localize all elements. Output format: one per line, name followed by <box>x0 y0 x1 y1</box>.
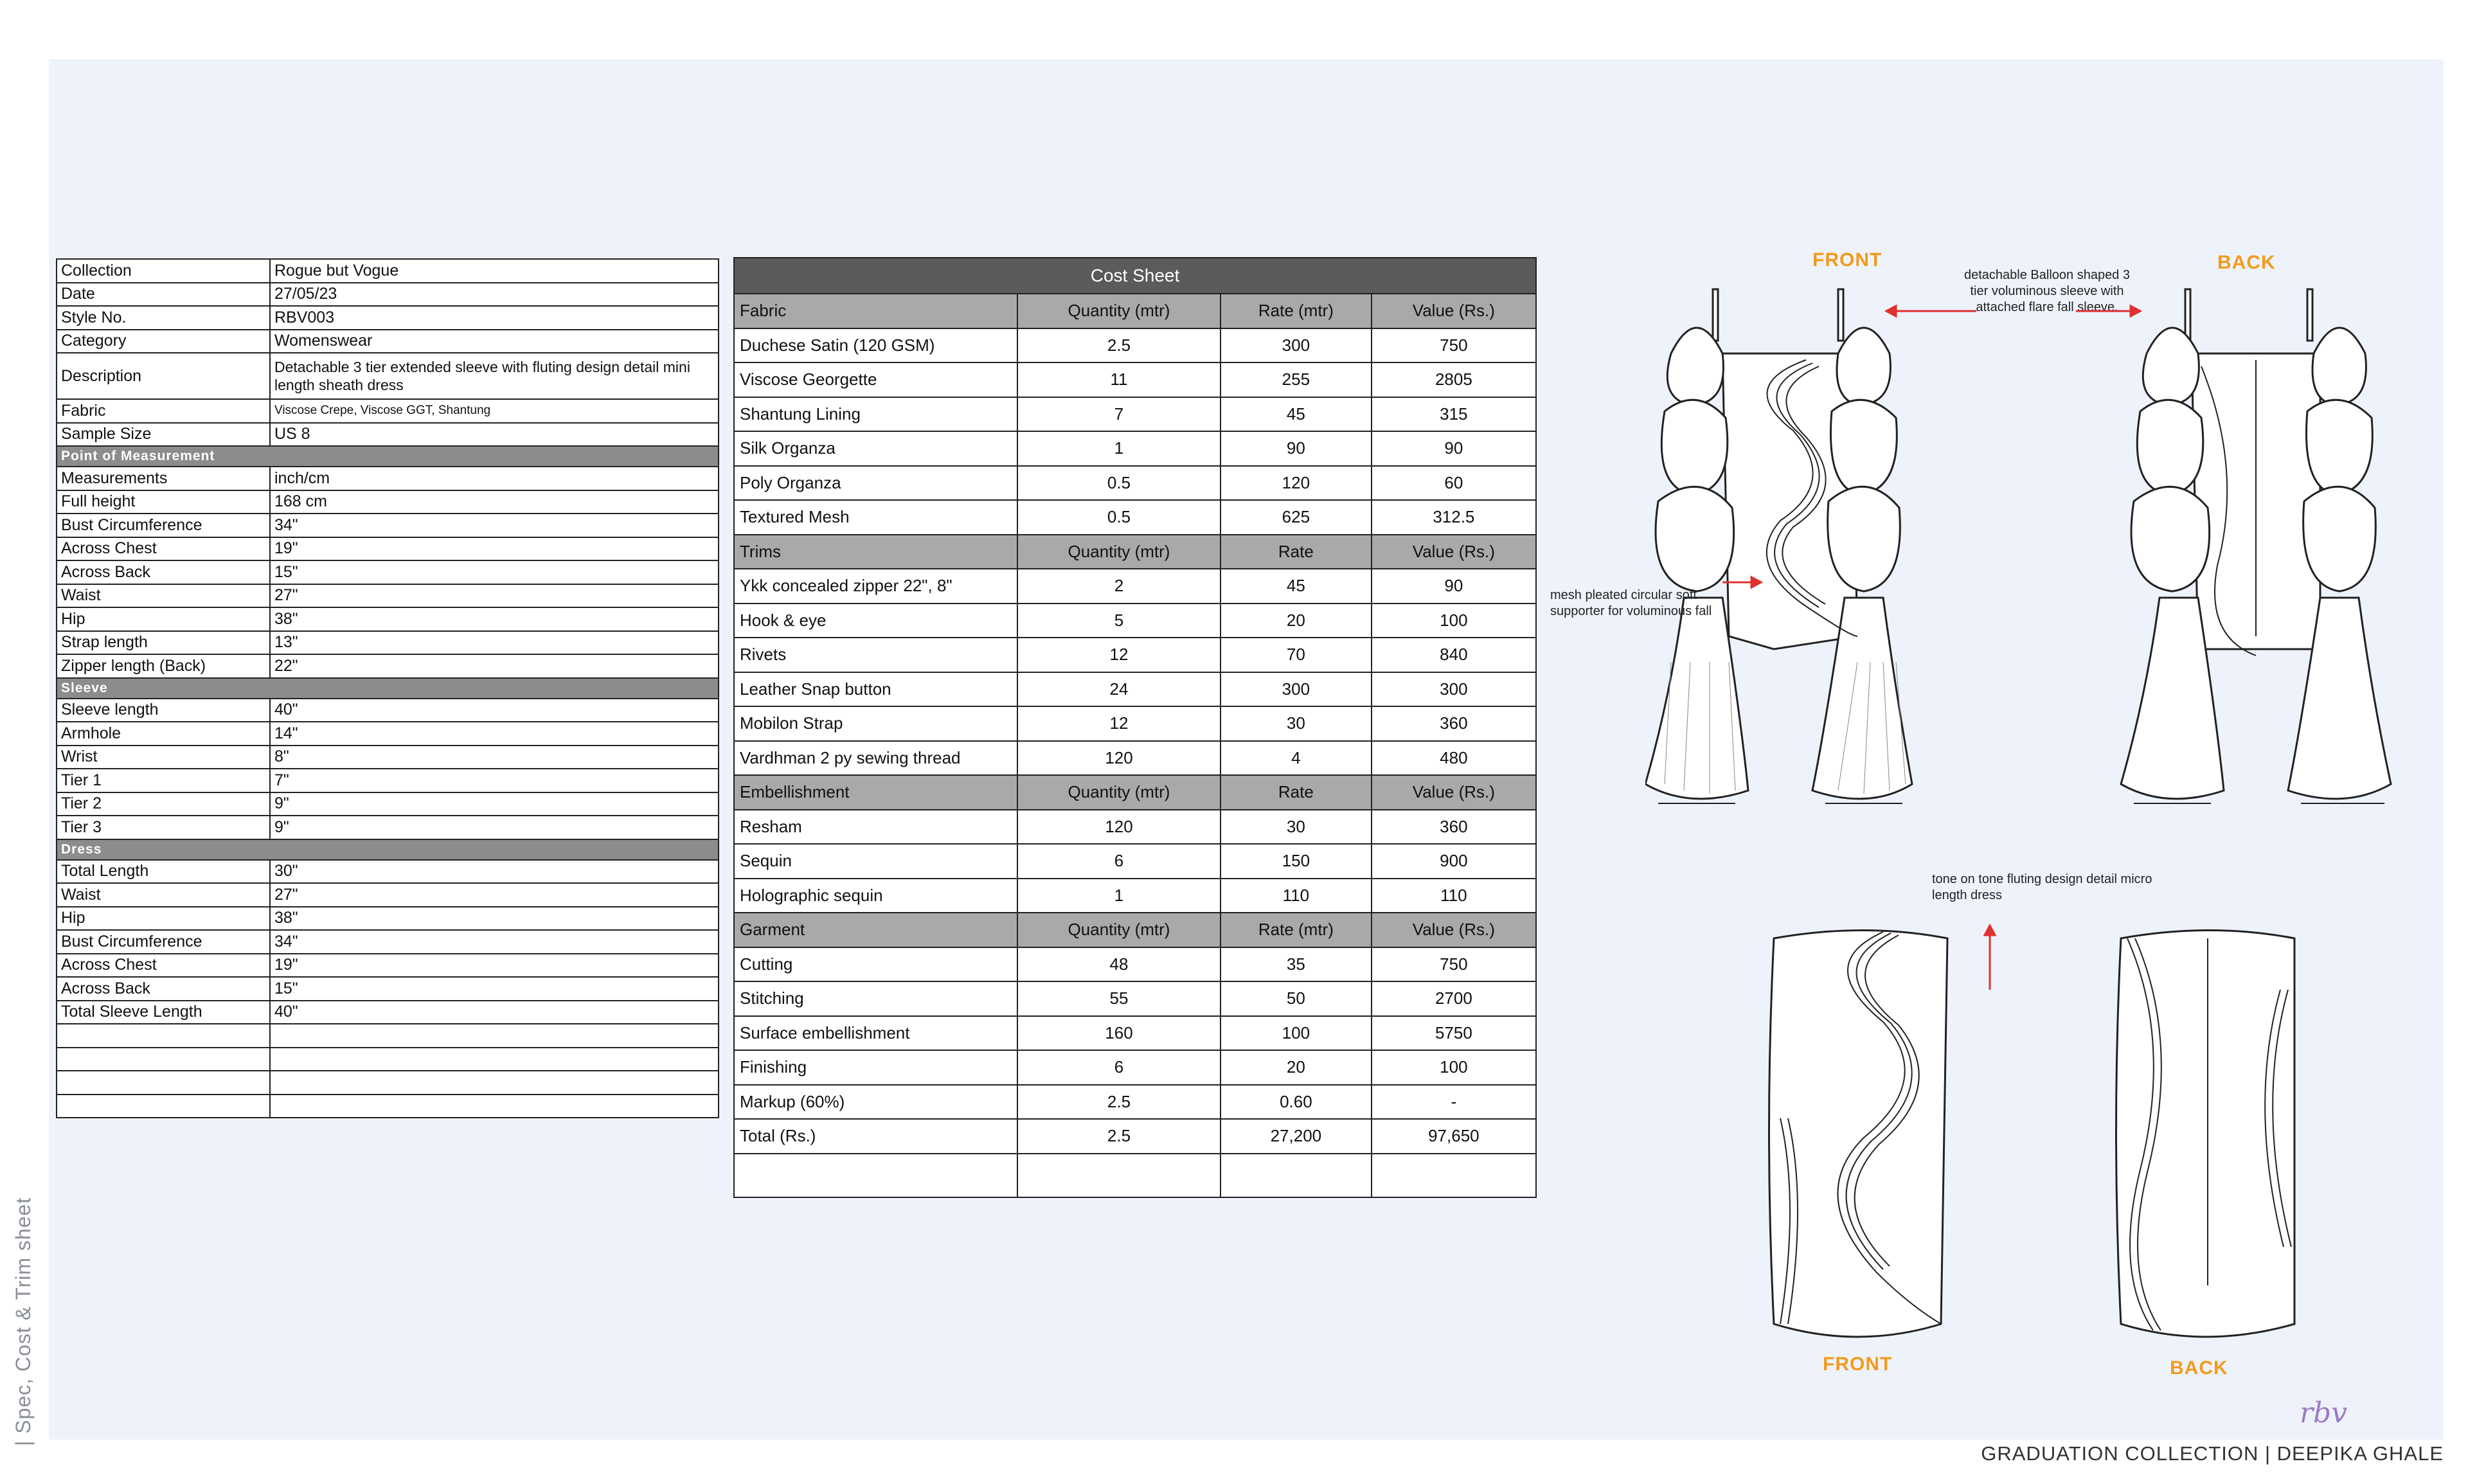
spec-value: 19" <box>270 537 719 561</box>
cost-cell: 70 <box>1221 638 1372 672</box>
front-label-bottom: FRONT <box>1823 1354 1893 1375</box>
spec-label: Sample Size <box>57 423 270 447</box>
spec-value: Detachable 3 tier extended sleeve with fluting design detail mini length sheath dress <box>270 353 719 399</box>
cost-cell: 255 <box>1221 362 1372 397</box>
spec-value: 15" <box>270 560 719 584</box>
cost-item-name: Markup (60%) <box>734 1085 1017 1120</box>
cost-cell: 300 <box>1221 672 1372 707</box>
spec-label: Across Chest <box>57 537 270 561</box>
spec-label: Collection <box>57 259 270 283</box>
cost-cell: 2 <box>1017 569 1221 603</box>
spec-label: Tier 3 <box>57 816 270 839</box>
cost-cell: 160 <box>1017 1016 1221 1051</box>
cost-item-name: Trims <box>734 535 1017 569</box>
cost-cell: 625 <box>1221 500 1372 535</box>
spec-label: Tier 2 <box>57 792 270 816</box>
side-label: | Spec, Cost & Trim sheet <box>12 1197 35 1446</box>
cost-item-name: Rivets <box>734 638 1017 672</box>
cost-cell: 120 <box>1221 466 1372 501</box>
spec-value: 38" <box>270 607 719 631</box>
cost-cell: Value (Rs.) <box>1372 913 1536 947</box>
spec-section-label: Point of Measurement <box>57 446 719 467</box>
cost-cell: 0.60 <box>1221 1085 1372 1120</box>
cost-cell: 55 <box>1017 981 1221 1016</box>
cost-cell: 45 <box>1221 569 1372 603</box>
spec-label: Measurements <box>57 467 270 490</box>
cost-cell: 900 <box>1372 844 1536 879</box>
spec-value: 9" <box>270 792 719 816</box>
spec-value: 27/05/23 <box>270 283 719 307</box>
cost-item-name: Leather Snap button <box>734 672 1017 707</box>
spec-value: 168 cm <box>270 490 719 514</box>
cost-cell: 4 <box>1221 741 1372 776</box>
spec-label: Hip <box>57 907 270 931</box>
cost-cell: 2.5 <box>1017 328 1221 363</box>
cost-cell: 312.5 <box>1372 500 1536 535</box>
cost-cell: 110 <box>1221 879 1372 913</box>
cost-cell: 315 <box>1372 397 1536 432</box>
spec-value: 19" <box>270 954 719 978</box>
cost-cell: 90 <box>1372 431 1536 466</box>
spec-label: Waist <box>57 883 270 907</box>
spec-value: 9" <box>270 816 719 839</box>
spec-label: Category <box>57 330 270 353</box>
cost-cell: 110 <box>1372 879 1536 913</box>
cost-cell: - <box>1372 1085 1536 1120</box>
note-sleeve: detachable Balloon shaped 3 tier voluminous sleeve with attached flare fall sleeve. <box>1964 268 2130 314</box>
spec-value: 15" <box>270 977 719 1001</box>
cost-cell: 120 <box>1017 741 1221 776</box>
spec-value: inch/cm <box>270 467 719 490</box>
spec-label: Across Back <box>57 560 270 584</box>
spec-label: Across Back <box>57 977 270 1001</box>
spec-value: 30" <box>270 860 719 884</box>
cost-cell: 50 <box>1221 981 1372 1016</box>
cost-cell: Quantity (mtr) <box>1017 913 1221 947</box>
cost-cell: 2.5 <box>1017 1085 1221 1120</box>
spec-label: Armhole <box>57 722 270 746</box>
cost-cell: 30 <box>1221 810 1372 845</box>
back-label-top: BACK <box>2217 252 2276 273</box>
footer-credit: GRADUATION COLLECTION | DEEPIKA GHALE <box>1981 1442 2444 1465</box>
cost-cell: 100 <box>1221 1016 1372 1051</box>
cost-cell: 360 <box>1372 810 1536 845</box>
cost-cell: 1 <box>1017 879 1221 913</box>
note-mesh: mesh pleated circular soft supporter for voluminous fall <box>1550 588 1712 618</box>
spec-section-label: Sleeve <box>57 678 719 699</box>
cost-cell: 840 <box>1372 638 1536 672</box>
spec-label: Bust Circumference <box>57 514 270 537</box>
cost-cell: Value (Rs.) <box>1372 294 1536 328</box>
spec-label: Waist <box>57 584 270 608</box>
spec-label: Total Sleeve Length <box>57 1001 270 1024</box>
spec-value: 7" <box>270 769 719 792</box>
spec-label: Zipper length (Back) <box>57 654 270 678</box>
cost-item-name: Textured Mesh <box>734 500 1017 535</box>
spec-label: Fabric <box>57 399 270 423</box>
cost-cell: 5 <box>1017 603 1221 638</box>
cost-sheet-title: Cost Sheet <box>734 258 1536 294</box>
cost-cell: 360 <box>1372 706 1536 741</box>
cost-cell: 48 <box>1017 947 1221 982</box>
cost-item-name: Sequin <box>734 844 1017 879</box>
spec-value: 22" <box>270 654 719 678</box>
spec-value: RBV003 <box>270 306 719 330</box>
note-fluting: tone on tone fluting design detail micro length dress <box>1932 872 2152 902</box>
cost-cell: 2805 <box>1372 362 1536 397</box>
spec-value: Womenswear <box>270 330 719 353</box>
cost-cell: 300 <box>1221 328 1372 363</box>
cost-item-name: Holographic sequin <box>734 879 1017 913</box>
cost-item-name: Poly Organza <box>734 466 1017 501</box>
cost-cell: 45 <box>1221 397 1372 432</box>
cost-item-name: Viscose Georgette <box>734 362 1017 397</box>
cost-item-name: Duchese Satin (120 GSM) <box>734 328 1017 363</box>
spec-value: 14" <box>270 722 719 746</box>
cost-item-name: Cutting <box>734 947 1017 982</box>
cost-cell: 97,650 <box>1372 1119 1536 1154</box>
cost-cell: Quantity (mtr) <box>1017 775 1221 810</box>
cost-cell: 12 <box>1017 706 1221 741</box>
cost-cell: Rate (mtr) <box>1221 913 1372 947</box>
cost-cell: 120 <box>1017 810 1221 845</box>
cost-cell: Quantity (mtr) <box>1017 535 1221 569</box>
cost-cell: 100 <box>1372 603 1536 638</box>
cost-cell: 6 <box>1017 844 1221 879</box>
spec-label: Date <box>57 283 270 307</box>
cost-item-name: Vardhman 2 py sewing thread <box>734 741 1017 776</box>
cost-cell: 5750 <box>1372 1016 1536 1051</box>
cost-cell: 2700 <box>1372 981 1536 1016</box>
spec-section-label: Dress <box>57 839 719 860</box>
spec-label: Full height <box>57 490 270 514</box>
cost-cell: 6 <box>1017 1050 1221 1085</box>
cost-cell: 20 <box>1221 603 1372 638</box>
spec-label: Style No. <box>57 306 270 330</box>
spec-value: 40" <box>270 1001 719 1024</box>
cost-item-name: Fabric <box>734 294 1017 328</box>
back-label-bottom: BACK <box>2170 1357 2228 1379</box>
cost-item-name: Embellishment <box>734 775 1017 810</box>
cost-item-name: Total (Rs.) <box>734 1119 1017 1154</box>
cost-item-name: Shantung Lining <box>734 397 1017 432</box>
cost-cell: 750 <box>1372 947 1536 982</box>
spec-value: 34" <box>270 930 719 954</box>
cost-item-name: Stitching <box>734 981 1017 1016</box>
spec-value: 27" <box>270 584 719 608</box>
spec-label: Tier 1 <box>57 769 270 792</box>
cost-item-name: Resham <box>734 810 1017 845</box>
spec-value: US 8 <box>270 423 719 447</box>
cost-cell: 480 <box>1372 741 1536 776</box>
cost-cell: 27,200 <box>1221 1119 1372 1154</box>
cost-cell: 0.5 <box>1017 500 1221 535</box>
spec-label: Description <box>57 353 270 399</box>
cost-cell: Value (Rs.) <box>1372 535 1536 569</box>
cost-item-name: Silk Organza <box>734 431 1017 466</box>
cost-cell: 90 <box>1372 569 1536 603</box>
cost-cell: 90 <box>1221 431 1372 466</box>
spec-label: Wrist <box>57 746 270 769</box>
spec-label: Hip <box>57 607 270 631</box>
spec-value: 34" <box>270 514 719 537</box>
cost-cell: 0.5 <box>1017 466 1221 501</box>
cost-cell: 60 <box>1372 466 1536 501</box>
spec-label: Strap length <box>57 631 270 655</box>
spec-value: 38" <box>270 907 719 931</box>
cost-item-name: Garment <box>734 913 1017 947</box>
cost-item-name: Ykk concealed zipper 22", 8" <box>734 569 1017 603</box>
spec-value: 40" <box>270 699 719 722</box>
cost-cell: 24 <box>1017 672 1221 707</box>
cost-cell: Quantity (mtr) <box>1017 294 1221 328</box>
spec-label: Bust Circumference <box>57 930 270 954</box>
cost-cell: 2.5 <box>1017 1119 1221 1154</box>
spec-label: Across Chest <box>57 954 270 978</box>
cost-cell: 1 <box>1017 431 1221 466</box>
logo-text: rbv <box>2300 1397 2348 1429</box>
cost-cell: 100 <box>1372 1050 1536 1085</box>
spec-label: Sleeve length <box>57 699 270 722</box>
cost-cell: 20 <box>1221 1050 1372 1085</box>
spec-label: Total Length <box>57 860 270 884</box>
cost-cell: Rate (mtr) <box>1221 294 1372 328</box>
spec-value: 13" <box>270 631 719 655</box>
cost-cell: 150 <box>1221 844 1372 879</box>
cost-item-name: Hook & eye <box>734 603 1017 638</box>
cost-cell: Rate <box>1221 775 1372 810</box>
spec-value: 27" <box>270 883 719 907</box>
front-label-top: FRONT <box>1812 249 1882 271</box>
cost-item-name: Surface embellishment <box>734 1016 1017 1051</box>
cost-cell: 12 <box>1017 638 1221 672</box>
cost-cell: 30 <box>1221 706 1372 741</box>
cost-cell: 35 <box>1221 947 1372 982</box>
spec-value: 8" <box>270 746 719 769</box>
spec-value: Viscose Crepe, Viscose GGT, Shantung <box>270 399 719 423</box>
cost-cell: 300 <box>1372 672 1536 707</box>
spec-value: Rogue but Vogue <box>270 259 719 283</box>
cost-cell: 7 <box>1017 397 1221 432</box>
cost-cell: Value (Rs.) <box>1372 775 1536 810</box>
cost-cell: 750 <box>1372 328 1536 363</box>
cost-item-name: Mobilon Strap <box>734 706 1017 741</box>
cost-item-name: Finishing <box>734 1050 1017 1085</box>
cost-cell: Rate <box>1221 535 1372 569</box>
cost-cell: 11 <box>1017 362 1221 397</box>
logo-mark <box>2293 1393 2364 1432</box>
